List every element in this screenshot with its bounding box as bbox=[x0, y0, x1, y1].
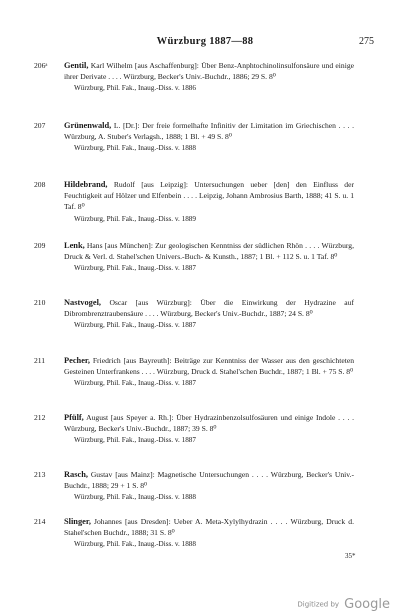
list-item bbox=[34, 240, 354, 275]
list-item bbox=[34, 60, 354, 95]
entry-body: L. [Dr.]: Der freie formelhafte Infinitiv der Limitation im Griechischen . . . . Würzburg, A. Stuber's Verlagsh., 1888; 1 Bl. + 49 S. 8⁰ bbox=[64, 121, 354, 142]
page-number: 275 bbox=[359, 36, 374, 47]
dissertation-note: Würzburg, Phil. Fak., Inaug.-Diss. v. 1887 bbox=[74, 436, 196, 445]
list-item bbox=[34, 516, 354, 551]
entry-body: Rudolf [aus Leipzig]: Untersuchungen ueber [den] den Einfluss der Feuchtigkeit auf Hölzer und Elfenbein . . . . Leipzig, Johann Ambrosius Barth, 1888; 41 S. u. 1 Taf. 8⁰ bbox=[64, 180, 354, 212]
entry-text bbox=[64, 412, 354, 434]
entry-number: 207 bbox=[34, 121, 46, 130]
watermark-prefix: Digitized by bbox=[297, 600, 340, 609]
entry-text bbox=[64, 60, 354, 82]
entry-text bbox=[64, 240, 354, 262]
entry-text bbox=[64, 297, 354, 319]
entry-text bbox=[64, 355, 354, 377]
dissertation-note: Würzburg, Phil. Fak., Inaug.-Diss. v. 1886 bbox=[74, 84, 196, 93]
entry-body: Karl Wilhelm [aus Aschaffenburg]: Über Benz-Anphtochinolinsulfonsäure und einige ihrer Derivate . . . . Würzburg, Becker's Univ.-Buchdr., 1886; 29 S. 8⁰ bbox=[64, 61, 354, 82]
author-name: Lenk, bbox=[64, 241, 85, 250]
entry-number: 212 bbox=[34, 413, 46, 422]
google-watermark bbox=[297, 594, 390, 610]
dissertation-note: Würzburg, Phil. Fak., Inaug.-Diss. v. 1889 bbox=[74, 214, 196, 223]
author-name: Hildebrand, bbox=[64, 180, 108, 189]
entry-number: 208 bbox=[34, 180, 46, 189]
dissertation-note: Würzburg, Phil. Fak., Inaug.-Diss. v. 1888 bbox=[74, 493, 196, 502]
entry-body: Gustav [aus Mainz]: Magnetische Untersuchungen . . . . Würzburg, Becker's Univ.-Buchdr., 1888; 29 + 1 S. 8⁰ bbox=[64, 470, 354, 491]
entry-body: Friedrich [aus Bayreuth]: Beiträge zur Kenntniss der Wasser aus den geschichteten Gesteinen Unterfrankens . . . . Würzburg, Druck d. Stahel'schen Buchdr., 1887; 1 Bl. + 75 S. 8⁰ bbox=[64, 356, 354, 377]
entry-number: 211 bbox=[34, 356, 46, 365]
dissertation-note: Würzburg, Phil. Fak., Inaug.-Diss. v. 1887 bbox=[74, 321, 196, 330]
entry-number: 214 bbox=[34, 517, 46, 526]
author-name: Gentil, bbox=[64, 61, 89, 70]
author-name: Pecher, bbox=[64, 356, 90, 365]
list-item bbox=[34, 297, 354, 332]
entry-number: 209 bbox=[34, 241, 46, 250]
running-title: Würzburg 1887—88 bbox=[156, 36, 254, 47]
entry-number: 206ᵃ bbox=[34, 61, 48, 70]
dissertation-note: Würzburg, Phil. Fak., Inaug.-Diss. v. 1888 bbox=[74, 540, 196, 549]
signature-mark: 35* bbox=[345, 552, 356, 560]
author-name: Slinger, bbox=[64, 517, 91, 526]
entry-text bbox=[64, 469, 354, 491]
entry-body: August [aus Speyer a. Rh.]: Über Hydrazinbenzolsulfosäuren und einige Indole . . . . Würzburg, Becker's Univ.-Buchdr., 1887; 39 S. 8⁰ bbox=[64, 413, 354, 434]
dissertation-note: Würzburg, Phil. Fak., Inaug.-Diss. v. 1887 bbox=[74, 379, 196, 388]
entry-text bbox=[64, 120, 354, 142]
entry-body: Hans [aus München]: Zur geologischen Kenntniss der südlichen Rhön . . . . Würzburg, Druck & Verl. d. Stahel'schen Univers.-Buch- & Kunsth., 1887; 1 Bl. + 112 S. u. 1 Taf. 8⁰ bbox=[64, 241, 354, 262]
list-item bbox=[34, 412, 354, 447]
entry-number: 210 bbox=[34, 298, 46, 307]
entry-body: Oscar [aus Würzburg]: Über die Einwirkung der Hydrazine auf Dibrombrenztraubensäure . . . . Würzburg, Becker's Univ.-Buchdr., 1887; 24 S. 8⁰ bbox=[64, 298, 354, 319]
entry-body: Johannes [aus Dresden]: Ueber A. Meta-Xylylhydrazin . . . . Würzburg, Druck d. Stahel'schen Buchdr., 1888; 31 S. 8⁰ bbox=[64, 517, 354, 538]
list-item bbox=[34, 469, 354, 504]
author-name: Grünenwald, bbox=[64, 121, 112, 130]
entry-number: 213 bbox=[34, 470, 46, 479]
author-name: Nastvogel, bbox=[64, 298, 101, 307]
entry-text bbox=[64, 516, 354, 538]
list-item bbox=[34, 120, 354, 155]
watermark-brand: Google bbox=[344, 597, 390, 612]
author-name: Pfülf, bbox=[64, 413, 84, 422]
dissertation-note: Würzburg, Phil. Fak., Inaug.-Diss. v. 1887 bbox=[74, 264, 196, 273]
author-name: Rasch, bbox=[64, 470, 88, 479]
list-item bbox=[34, 179, 354, 225]
entry-text bbox=[64, 179, 354, 213]
dissertation-note: Würzburg, Phil. Fak., Inaug.-Diss. v. 1888 bbox=[74, 144, 196, 153]
list-item bbox=[34, 355, 354, 390]
